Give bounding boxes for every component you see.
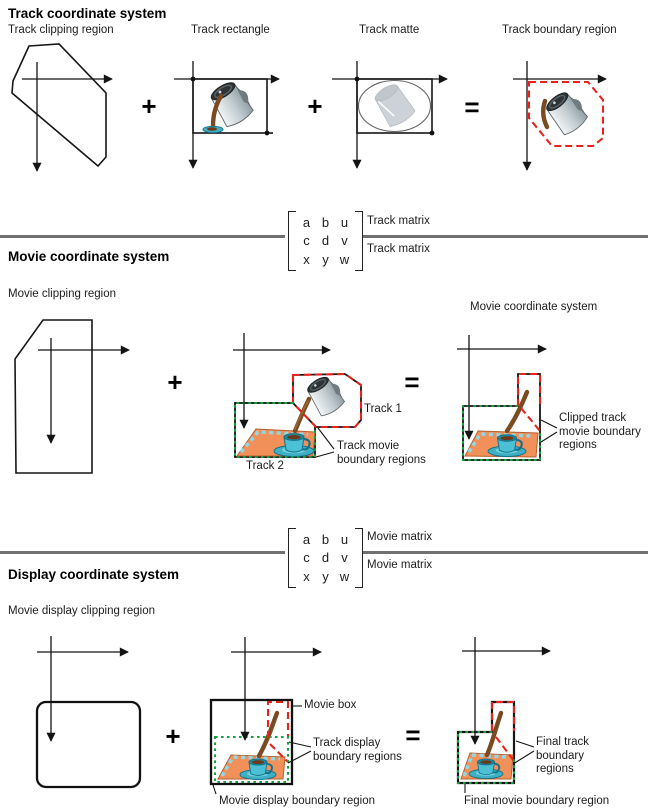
track-matrix-label-above: Track matrix [367,215,430,227]
movie-matrix-label-below: Movie matrix [367,559,433,571]
track-rectangle-shape [174,61,279,168]
plus-operator: + [141,91,157,121]
coffee-pot-icon [542,87,591,137]
track-matrix: a b u c d v x y w [288,211,363,271]
section-divider [0,551,285,554]
movie-section-heading: Movie coordinate system [8,249,170,264]
track2-label: Track 2 [246,460,284,472]
movie-clipping-region-label: Movie clipping region [8,288,117,300]
movie-box-label: Movie box [304,699,357,711]
plus-operator: + [307,91,323,121]
track-boundary-region-label: Track boundary region [502,24,617,36]
clipped-boundary-label: Clipped track movie boundary regions [559,412,641,452]
track-display-boundary-label: Track display boundary regions [313,737,402,763]
equals-operator: = [404,367,420,397]
track-boundary-region-shape [513,61,606,170]
movie-matrix: a b u c d v x y w [288,528,363,588]
section-divider [0,235,285,238]
matrix-bracket-left [288,211,296,271]
movie-display-boundary-label: Movie display boundary region [219,795,375,807]
movie-display-clipping-label: Movie display clipping region [8,605,156,617]
section-divider [357,235,648,238]
movie-clipping-region-shape [15,320,129,473]
equals-operator: = [405,720,421,750]
equals-operator: = [464,92,480,122]
matrix-bracket-right [355,211,363,271]
track1-label: Track 1 [364,403,402,415]
final-track-boundary-label: Final track boundary regions [536,736,590,776]
matrix-bracket-left [288,528,296,588]
track-matte-label: Track matte [359,24,420,36]
movie-box-composite-shape [211,637,321,794]
track-clipping-region-shape [12,44,112,171]
movie-matrix-label-above: Movie matrix [367,531,433,543]
plus-operator: + [167,367,183,397]
display-section-heading: Display coordinate system [8,567,180,582]
clipped-composite-shape [457,335,557,460]
matrix-bracket-right [355,528,363,588]
movie-coordinate-system-label: Movie coordinate system [470,301,598,313]
movie-display-clipping-region-shape [37,636,140,787]
track-rectangle-label: Track rectangle [191,24,270,36]
track-section-heading: Track coordinate system [8,6,167,21]
movie-composite-tracks-shape [233,333,361,457]
final-movie-boundary-label: Final movie boundary region [464,795,610,807]
track-clipping-region-label: Track clipping region [8,24,114,36]
ghost-pot-icon [371,81,416,129]
track-movie-boundary-label: Track movie boundary regions [337,440,426,466]
section-divider [357,551,648,554]
track-matrix-label-below: Track matrix [367,243,430,255]
track-matte-shape [332,61,447,168]
plus-operator: + [165,721,181,751]
